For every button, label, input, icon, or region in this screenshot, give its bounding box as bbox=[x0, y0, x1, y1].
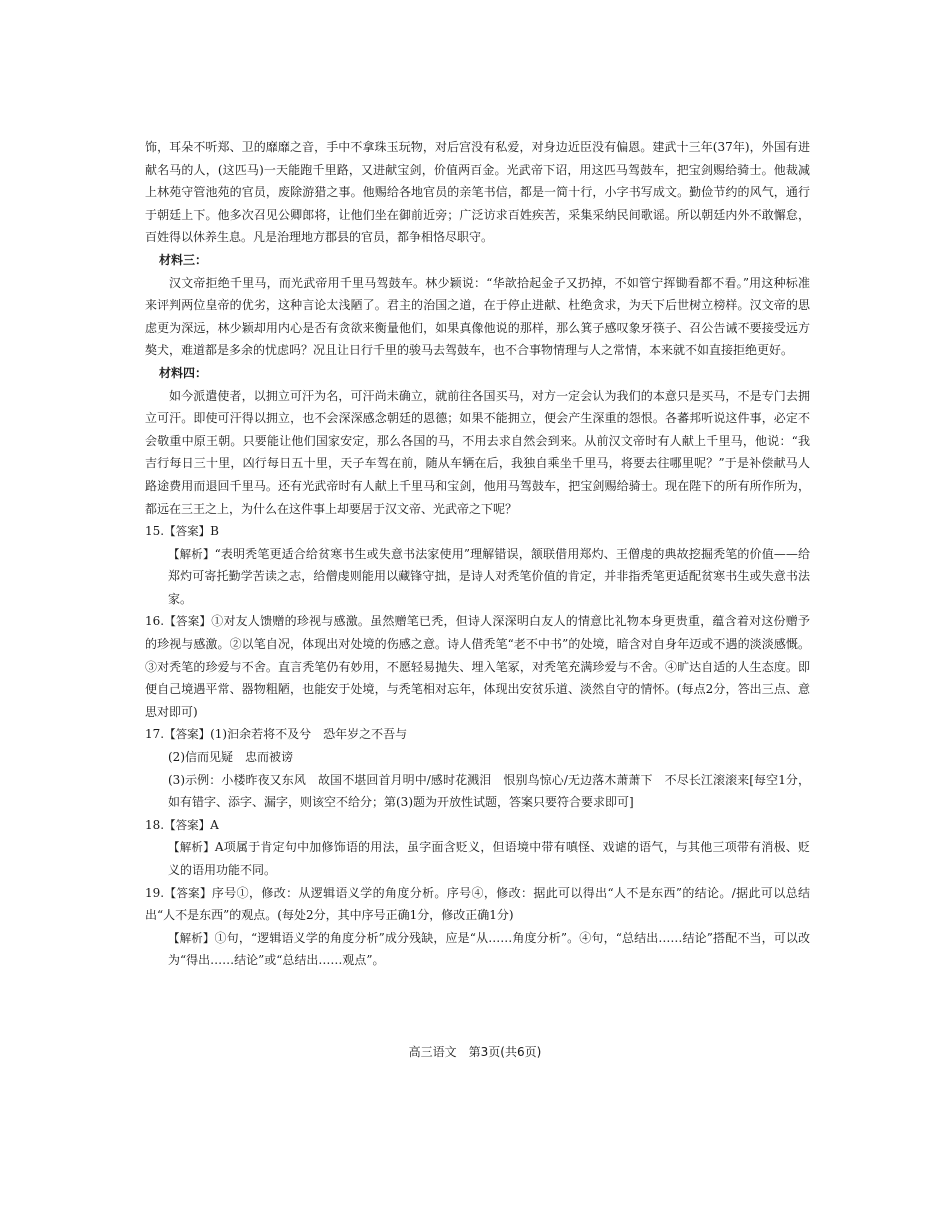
material3-text: 汉文帝拒绝千里马，而光武帝用千里马驾鼓车。林少颖说：“华歆拾起金子又扔掉，不如管宁挥锄看都不看。”用这种标准来评判两位皇帝的优劣，这种言论太浅陋了。君主的治国之道，在于停止进献、杜绝贪求，为天下后世树立榜样。汉文帝的思虑更为深远，林少颖却用内心是否有贪欲来衡量他们，如果真像他说的那样，那么箕子感叹象牙筷子、召公告诫不要接受远方獒犬，难道都是多余的忧虑吗？况且让日行千里的骏马去驾鼓车，也不合事物情理与人之常情，本来就不如直接拒绝更好。 bbox=[145, 275, 810, 358]
page-footer: 高三语文 第3页(共6页) bbox=[408, 1045, 542, 1059]
q18-answer-line bbox=[145, 814, 810, 837]
q15-answer-tag: 【答案】 bbox=[164, 524, 211, 539]
material4-text: 如今派遣使者，以拥立可汗为名，可汗尚未确立，就前往各国买马，对方一定会认为我们的本意只是买马，不是专门去拥立可汗。即使可汗得以拥立，也不会深深感念朝廷的恩德；如果不能拥立，便会产生深重的怨恨。各蕃邦听说这件事，必定不会敬重中原王朝。只要能让他们国家安定，那么各国的马，不用去求自然会到来。从前汉文帝时有人献上千里马，他说：“我吉行每日三十里，凶行每日五十里，天子车驾在前，随从车辆在后，我独自乘坐千里马，将要去往哪里呢？”于是补偿献马人路途费用而退回千里马。还有光武帝时有人献上千里马和宝剑，他用马驾鼓车，把宝剑赐给骑士。现在陛下的所有所作所为，都远在三王之上，为什么在这件事上却要居于汉文帝、光武帝之下呢？ bbox=[145, 388, 810, 516]
q19-analysis-tag: 【解析】 bbox=[168, 930, 215, 945]
q17-line-2: (2)信而见疑 忠而被谤 bbox=[168, 750, 293, 765]
q15-answer-line bbox=[145, 520, 810, 543]
q18-answer-tag: 【答案】 bbox=[164, 817, 211, 832]
page-content bbox=[145, 136, 810, 972]
q16-answer: ①对友人馈赠的珍视与感激。虽然赠笔已秃，但诗人深深明白友人的情意比礼物本身更贵重，蕴含着对这份赠予的珍视与感激。②以笔自况，体现出对处境的伤感之意。诗人借秃笔“老不中书”的处境，暗含对自身年迈或不遇的淡淡感慨。③对秃笔的珍爱与不舍。直言秃笔仍有妙用，不愿轻易抛失、埋入笔冢，对秃笔充满珍爱与不舍。④旷达自适的人生态度。即便自己境遇平常、器物粗陋，也能安于处境，与秃笔相对忘年，体现出安贫乐道、淡然自守的情怀。(每点2分，答出三点、意思对即可) bbox=[145, 614, 810, 719]
q17-answer-line bbox=[145, 723, 810, 746]
q15-answer: B bbox=[210, 524, 219, 539]
q19-analysis bbox=[168, 927, 810, 972]
q17-line-1: (1)汩余若将不及兮 恐年岁之不吾与 bbox=[210, 727, 408, 742]
q19-answer-tag: 【答案】 bbox=[164, 885, 212, 900]
q18-number: 18. bbox=[145, 817, 165, 832]
question-17 bbox=[145, 723, 810, 813]
q17-answer-tag: 【答案】 bbox=[164, 727, 211, 742]
material2-continuation: 饰，耳朵不听郑、卫的靡靡之音，手中不拿珠玉玩物，对后宫没有私爱，对身边近臣没有偏恩。建武十三年(37年)，外国有进献名马的人，(这匹马)一天能跑千里路，又进献宝剑，价值两百金。光武帝下诏，用这匹马驾鼓车，把宝剑赐给骑士。他裁减上林苑守管池苑的官员，废除游猎之事。他赐给各地官员的亲笔书信，都是一简十行，小字书写成文。勤俭节约的风气，通行于朝廷上下。他多次召见公卿郎将，让他们坐在御前近旁；广泛访求百姓疾苦，采集采纳民间歌谣。所以朝廷内外不敢懈怠，百姓得以休养生息。凡是治理地方郡县的官员，都争相恪尽职守。 bbox=[145, 140, 810, 245]
q17-line-3: (3)示例：小楼昨夜又东风 故国不堪回首月明中/感时花溅泪 恨别鸟惊心/无边落木萧萧下 不尽长江滚滚来[每空1分，如有错字、添字、漏字，则该空不给分；第(3)题为开放性试题，答案只要符合要求即可] bbox=[168, 772, 810, 810]
question-15 bbox=[145, 520, 810, 610]
question-16 bbox=[145, 610, 810, 723]
q15-analysis-text: “表明秃笔更适合给贫寒书生或失意书法家使用”理解错误，颔联借用郑灼、王僧虔的典故挖掘秃笔的价值——给郑灼可寄托勤学苦读之志，给僧虔则能用以藏锋守拙，是诗人对秃笔价值的肯定，并非指秃笔更适配贫寒书生或失意书法家。 bbox=[168, 546, 810, 606]
q18-analysis-tag: 【解析】 bbox=[168, 840, 215, 855]
q16-answer-tag: 【答案】 bbox=[164, 614, 212, 629]
material4-title: 材料四： bbox=[159, 365, 208, 380]
q16-number: 16. bbox=[145, 614, 165, 629]
q15-analysis-tag: 【解析】 bbox=[168, 546, 215, 561]
q18-analysis bbox=[168, 836, 810, 881]
material3-title: 材料三： bbox=[159, 252, 208, 267]
q19-answer-line bbox=[145, 882, 810, 927]
question-18 bbox=[145, 814, 811, 882]
q19-number: 19. bbox=[145, 885, 165, 900]
q15-number: 15. bbox=[145, 524, 165, 539]
q18-answer: A bbox=[210, 817, 219, 832]
q15-analysis bbox=[168, 543, 810, 611]
q17-number: 17. bbox=[145, 727, 165, 742]
q19-answer: 序号①，修改：从逻辑语义学的角度分析。序号④，修改：据此可以得出“人不是东西”的结论。/据此可以总结出“人不是东西”的观点。(每处2分，其中序号正确1分，修改正确1分) bbox=[145, 885, 810, 923]
q16-answer-line bbox=[145, 610, 810, 723]
q19-analysis-text: ①句，“逻辑语义学的角度分析”成分残缺，应是“从……角度分析”。④句，“总结出……结论”搭配不当，可以改为“得出……结论”或“总结出……观点”。 bbox=[168, 930, 811, 968]
question-19 bbox=[145, 882, 811, 972]
q18-analysis-text: A项属于肯定句中加修饰语的用法，虽字面含贬义，但语境中带有嗔怪、戏谑的语气，与其他三项带有消极、贬义的语用功能不同。 bbox=[168, 840, 811, 877]
